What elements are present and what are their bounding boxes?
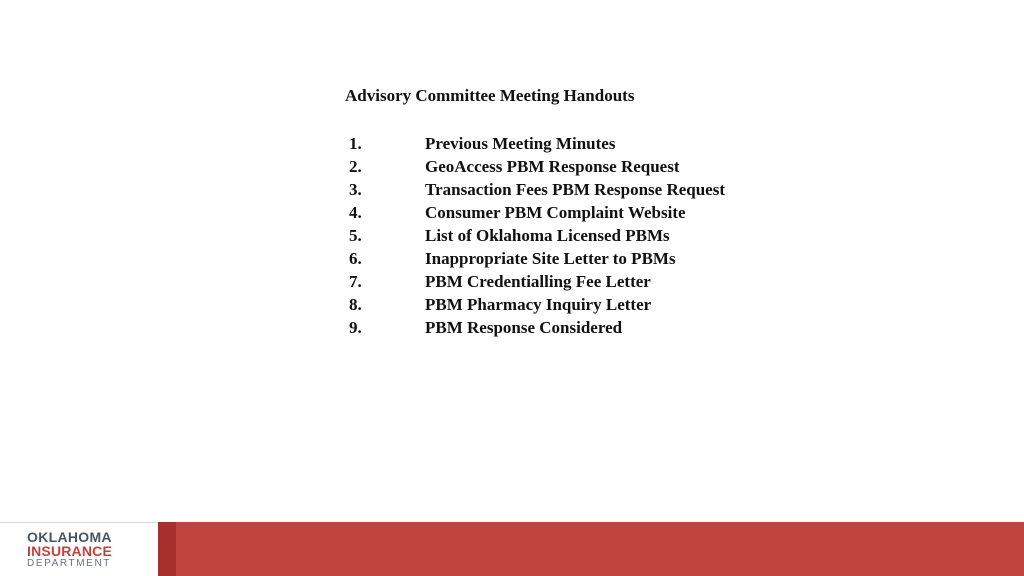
item-number: 4. <box>349 203 362 222</box>
item-label: Transaction Fees PBM Response Request <box>425 180 725 199</box>
oklahoma-insurance-department-logo <box>0 522 158 576</box>
item-number: 9. <box>349 318 362 337</box>
item-label: List of Oklahoma Licensed PBMs <box>425 226 670 245</box>
item-label: GeoAccess PBM Response Request <box>425 157 680 176</box>
item-number: 1. <box>349 134 362 153</box>
item-label: PBM Credentialling Fee Letter <box>425 272 651 291</box>
logo-line-department: DEPARTMENT <box>27 558 111 569</box>
item-number: 3. <box>349 180 362 199</box>
logo-line-oklahoma: OKLAHOMA <box>27 529 112 545</box>
item-label: PBM Response Considered <box>425 318 623 337</box>
item-number: 5. <box>349 226 362 245</box>
slide-title: Advisory Committee Meeting Handouts <box>345 86 635 105</box>
item-number: 2. <box>349 157 362 176</box>
logo-line-insurance: INSURANCE <box>27 543 113 559</box>
item-number: 8. <box>349 295 362 314</box>
item-number: 6. <box>349 249 362 268</box>
item-label: Consumer PBM Complaint Website <box>425 203 686 222</box>
footer-accent-stripe <box>158 522 176 576</box>
item-label: PBM Pharmacy Inquiry Letter <box>425 295 652 314</box>
item-label: Inappropriate Site Letter to PBMs <box>425 249 676 268</box>
item-number: 7. <box>349 272 362 291</box>
item-label: Previous Meeting Minutes <box>425 134 616 153</box>
